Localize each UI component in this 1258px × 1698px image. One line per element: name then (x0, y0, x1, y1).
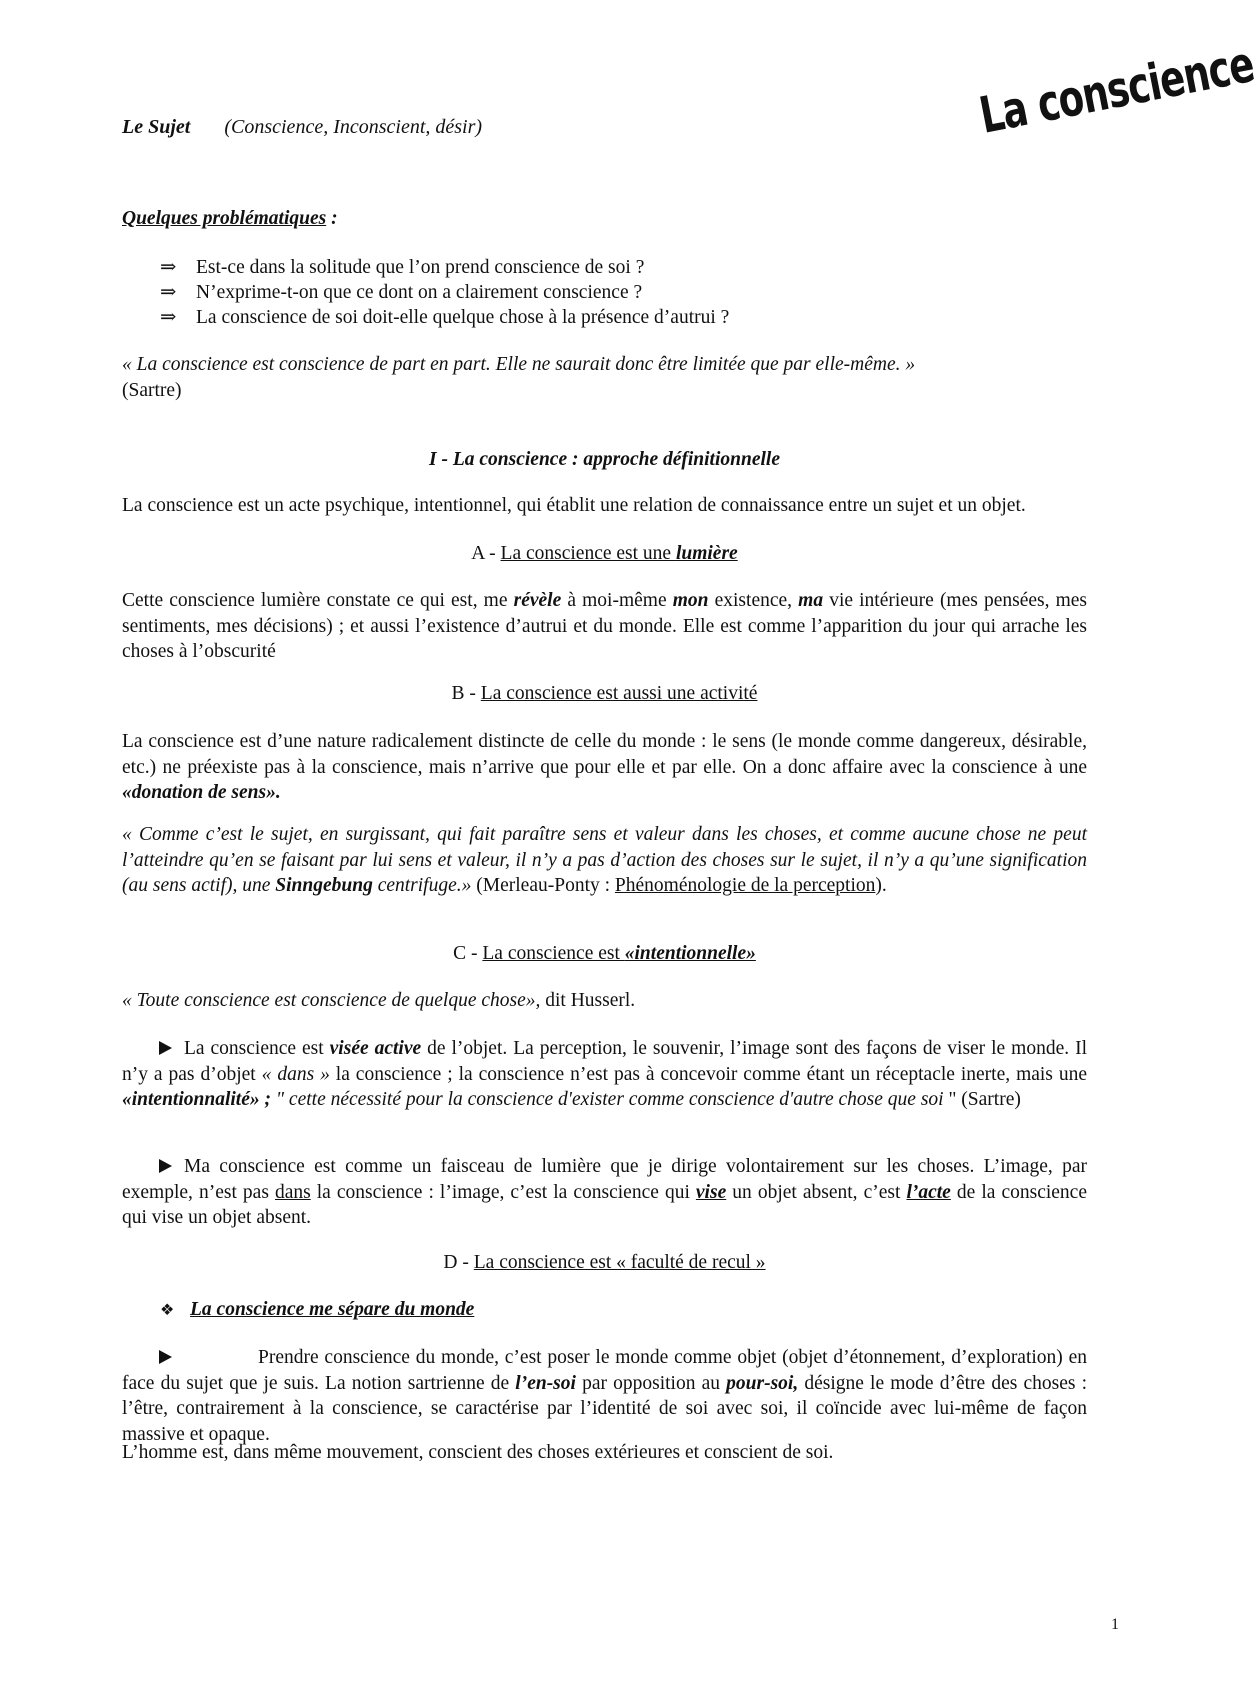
section-a-title: A - La conscience est une lumière (471, 543, 738, 564)
arrow-icon: ⇒ (160, 282, 177, 303)
arrowhead-bullet-icon (159, 1350, 172, 1364)
problematiques-heading: Quelques problématiques : (122, 208, 338, 229)
la-conscience-logo: La conscience (975, 35, 1258, 145)
section-1-title: I - La conscience : approche définitionnelle (429, 449, 780, 470)
section-a-paragraph: Cette conscience lumière constate ce qui est, me révèle à moi-même mon existence, ma vie intérieure (mes pensées, mes sentiments, mes décisions) ; et aussi l’existence d’autrui et du monde. Elle est comme l’apparition du jour qui arrache les choses à l’obscurité (122, 590, 1088, 663)
section-c-bullet-1: La conscience est visée active de l’objet. La perception, le souvenir, l’image sont des façons de viser le monde. Il n’y a pas d’objet « dans » la conscience ; la conscience n’est pas à concevoir comme étant un réceptacle inerte, mais une «intentionnalité» ; " cette nécessité pour la conscience d'exister comme conscience d'autre chose que soi " (Sartre) (122, 1038, 1087, 1111)
header-subtitle: (Conscience, Inconscient, désir) (224, 116, 483, 138)
diamond-bullet-icon: ❖ (160, 1302, 175, 1319)
page-number: 1 (1111, 1616, 1119, 1633)
quote-husserl: « Toute conscience est conscience de quelque chose», dit Husserl. (122, 990, 636, 1011)
arrowhead-bullet-icon (159, 1159, 172, 1173)
quote-sartre: « La conscience est conscience de part en part. Elle ne saurait donc être limitée que par elle-même. » (Sartre) (122, 354, 916, 401)
section-d-subheading: ❖ La conscience me sépare du monde (160, 1297, 1060, 1324)
list-item: ⇒ N’exprime-t-on que ce dont on a clairement conscience ? (160, 280, 642, 306)
section-1-intro: La conscience est un acte psychique, intentionnel, qui établit une relation de connaissance entre un sujet et un objet. (122, 495, 1026, 516)
arrow-icon: ⇒ (160, 257, 177, 278)
header-sujet: Le Sujet (122, 116, 191, 138)
list-item: ⇒ Est-ce dans la solitude que l’on prend conscience de soi ? (160, 255, 644, 281)
section-d-paragraph: Prendre conscience du monde, c’est poser le monde comme objet (objet d’étonnement, d’exploration) en face du sujet que je suis. La notion sartrienne de l’en-soi par opposition au pour-soi, désigne le mode d’être des choses : l’être, contrairement à la conscience, se caractérise par l’identité de soi avec soi, il coïncide avec lui-même de façon massive et opaque. (122, 1347, 1087, 1445)
section-c-bullet-2: Ma conscience est comme un faisceau de lumière que je dirige volontairement sur les choses. L’image, par exemple, n’est pas dans la conscience : l’image, c’est la conscience qui vise un objet absent, c’est l’acte de la conscience qui vise un objet absent. (122, 1156, 1087, 1229)
section-c-title: C - La conscience est «intentionnelle» (453, 943, 756, 964)
arrow-icon: ⇒ (160, 307, 177, 328)
section-d-conclusion: L’homme est, dans même mouvement, conscient des choses extérieures et conscient de soi. (122, 1442, 834, 1463)
list-item: ⇒ La conscience de soi doit-elle quelque chose à la présence d’autrui ? (160, 305, 729, 331)
arrowhead-bullet-icon (159, 1041, 172, 1055)
section-b-title: B - La conscience est aussi une activité (451, 683, 758, 704)
header-title (122, 116, 482, 139)
section-d-title: D - La conscience est « faculté de recul » (443, 1252, 766, 1273)
quote-merleau-ponty: « Comme c’est le sujet, en surgissant, qui fait paraître sens et valeur dans les choses, et comme aucune chose ne peut l’atteindre qu’en se faisant par lui sens et valeur, il n’y a pas d’action des choses sur le sujet, il n’y a qu’une signification (au sens actif), une Sinngebung centrifuge.» (Merleau-Ponty : Phénoménologie de la perception). (122, 824, 1087, 897)
section-b-paragraph: La conscience est d’une nature radicalement distincte de celle du monde : le sens (le monde comme dangereux, désirable, etc.) ne préexiste pas à la conscience, mais n’arrive que pour elle et par elle. On a donc affaire avec la conscience à une «donation de sens». (122, 731, 1087, 804)
